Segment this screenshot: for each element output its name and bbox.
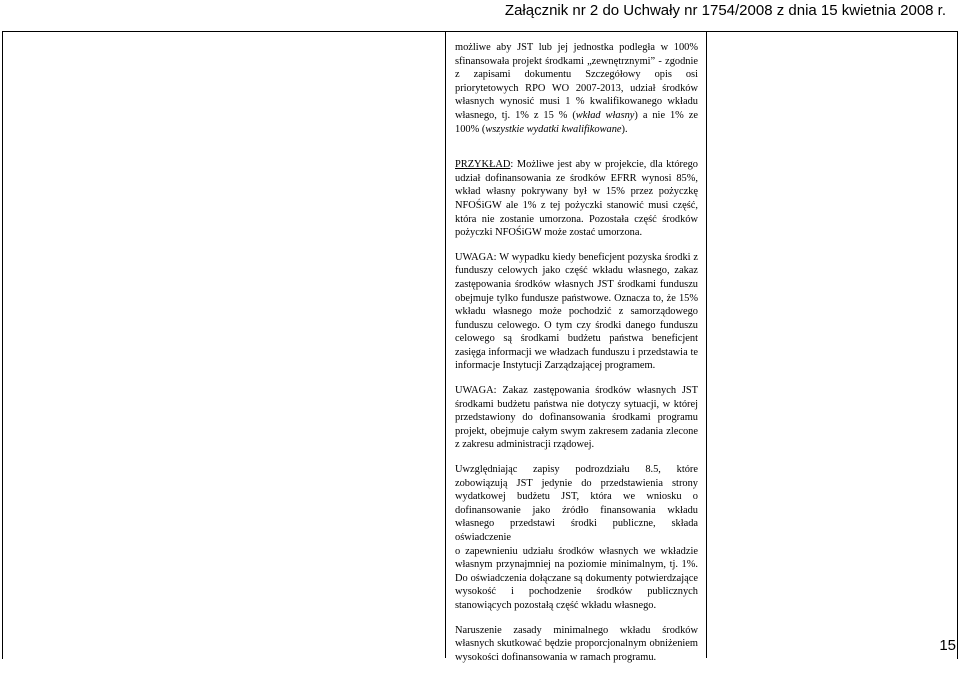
page-number: 15 bbox=[939, 637, 956, 654]
intro-text-middle: ) a nie 1% ze 100% ( bbox=[455, 109, 698, 135]
paragraph-considering-b: o zapewnieniu udziału środków własnych we wkładzie własnym przynajmniej na poziomie minimalnym, tj. 1%. Do oświadczenia dołączane są dokumenty potwierdzające wysokość i pochodzenie środków publicznych stanowiących pozostałą część wkładu własnego. bbox=[455, 545, 698, 611]
paragraph-note-2: UWAGA: Zakaz zastępowania środków własnych JST środkami budżetu państwa nie dotyczy sytuacji, w której przedstawiony do dofinansowania środkami programu projekt, obejmuje całym swym zakresem zadania zlecone z zakresu administracji rządowej. bbox=[455, 385, 698, 451]
intro-text: możliwe aby JST lub jej jednostka podległa w 100% sfinansowała projekt środkami „zewnętrznymi” - zgodnie z zapisami dokumentu Szczegółowy opis osi priorytetowych RPO WO 2007-2013, udział środków własnych wynosić musi 1 % kwalifikowanego wkładu własnego, tj. 1% z 15 % ( bbox=[455, 42, 698, 121]
column-divider-left bbox=[445, 31, 446, 658]
intro-italic-own-contribution: wkład własny bbox=[575, 109, 635, 121]
intro-text-end: ). bbox=[621, 123, 628, 135]
paragraph-considering-a: Uwzględniając zapisy podrozdziału 8.5, które zobowiązują JST jedynie do przedstawienia strony wydatkowej budżetu JST, która we wniosku o dofinansowanie jako źródło finansowania wkładu własnego przedstawi środki publiczne, składa oświadczenie bbox=[455, 464, 698, 543]
example-text: : Możliwe jest aby w projekcie, dla którego udział dofinansowania ze środków EFRR wynosi 85%, wkład własny pokrywany był w 15% przez pożyczkę NFOŚiGW ale 1% z tej pożyczki stanowić musi część, która nie zostanie umorzona. Pozostała część środków pożyczki NFOŚiGW może zostać umorzona. bbox=[455, 159, 698, 239]
example-label: PRZYKŁAD bbox=[455, 159, 511, 171]
paragraph-example bbox=[455, 158, 698, 240]
page-header: Załącznik nr 2 do Uchwały nr 1754/2008 z dnia 15 kwietnia 2008 r. bbox=[504, 2, 946, 19]
table-cell-content bbox=[455, 41, 698, 675]
paragraph-note-1: UWAGA: W wypadku kiedy beneficjent pozyska środki z funduszy celowych jako część wkładu własnego, zakaz zastępowania środków własnych JST środkami funduszu obejmuje tylko fundusze państwowe. Oznacza to, że 15% wkładu własnego może pochodzić z samorządowego funduszu celowego. O tym czy środki danego funduszu celowego są środkami budżetu państwa beneficjent zasięga informacji we władzach funduszu i przedstawia te informacje Instytucji Zarządzającej programem. bbox=[455, 251, 698, 372]
paragraph-intro bbox=[455, 41, 698, 136]
column-divider-right bbox=[706, 31, 707, 658]
paragraph-violation: Naruszenie zasady minimalnego wkładu środków własnych skutkować będzie proporcjonalnym obniżeniem wysokości dofinansowania w ramach programu. bbox=[455, 624, 698, 663]
intro-italic-eligible-expenses: wszystkie wydatki kwalifikowane bbox=[485, 123, 622, 135]
